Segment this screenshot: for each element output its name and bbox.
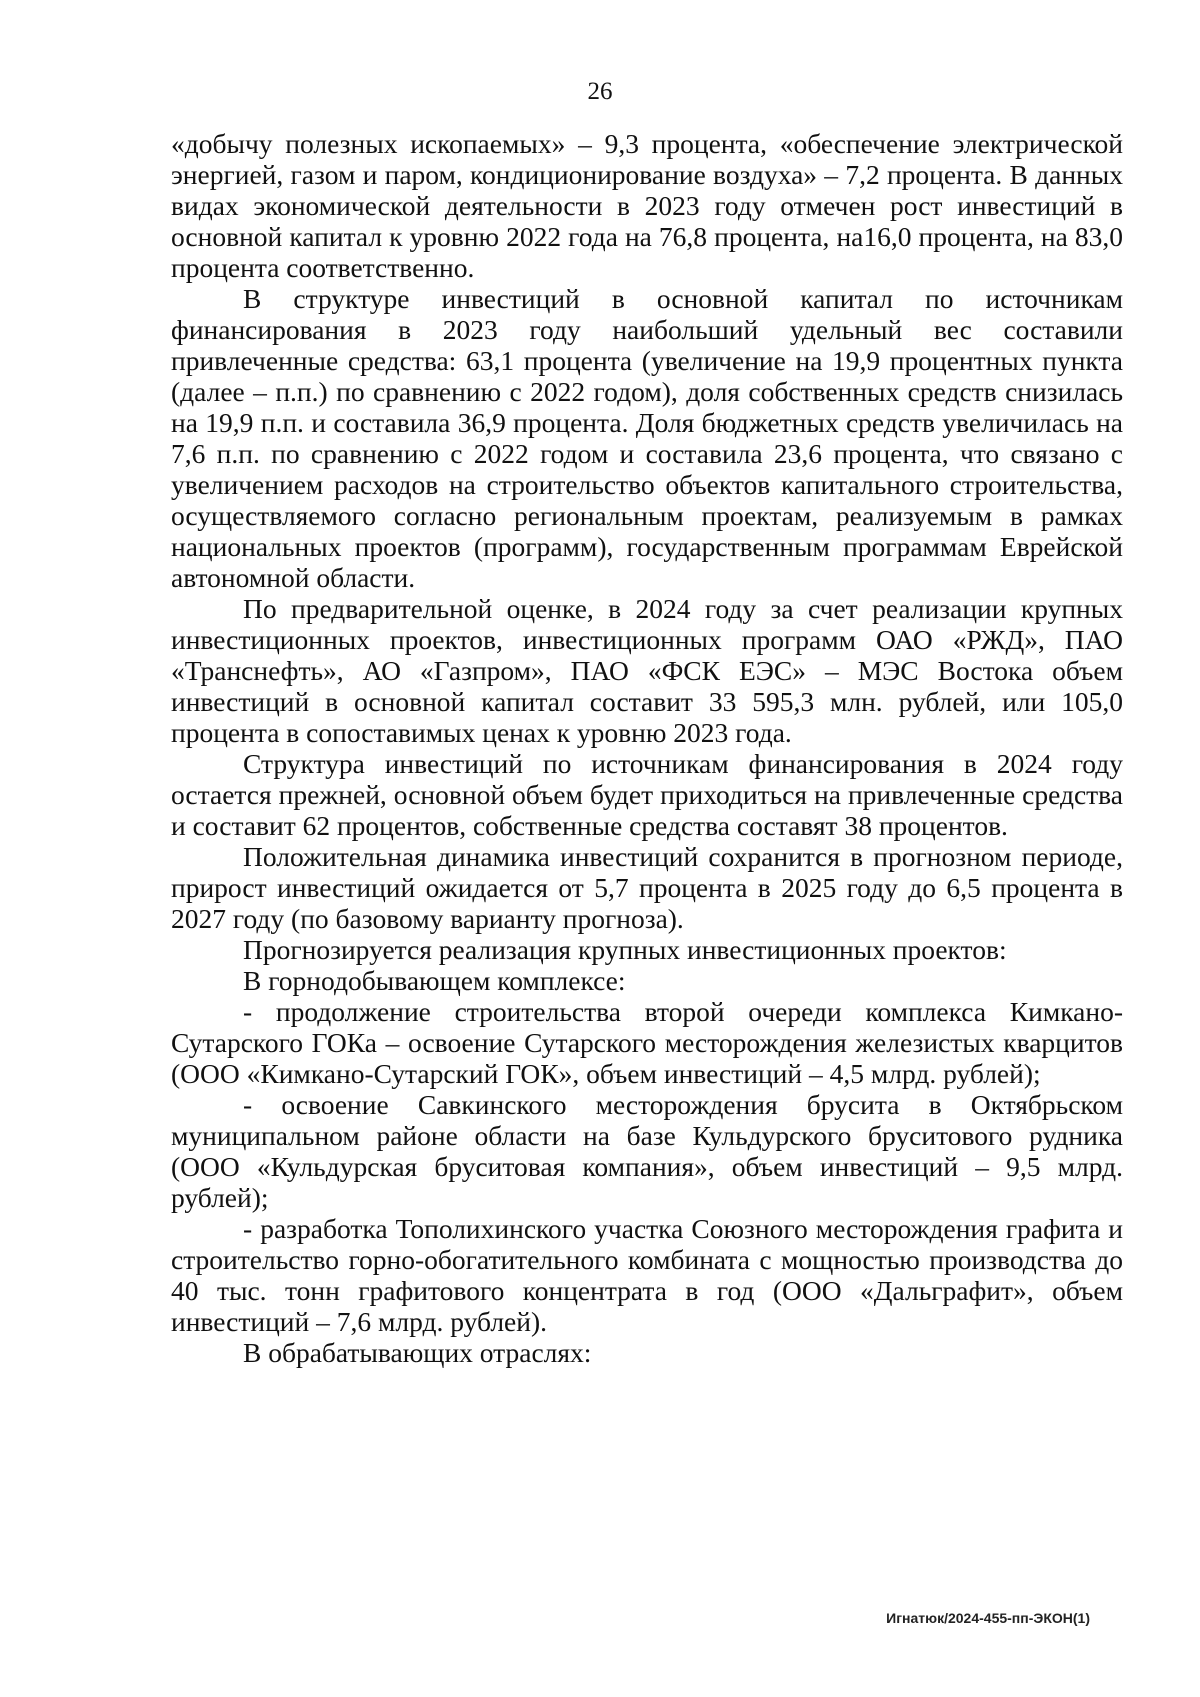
document-code-footer: Игнатюк/2024-455-пп-ЭКОН(1) [886, 1610, 1090, 1626]
paragraph: «добычу полезных ископаемых» – 9,3 процента, «обеспечение электрической энергией, газом и паром, кондиционирование воздуха» – 7,2 процента. В данных видах экономической деятельности в 2023 году отмечен рост инвестиций в основной капитал к уровню 2022 года на 76,8 процента, на16,0 процента, на 83,0 процента соответственно. [171, 128, 1123, 283]
paragraph: Положительная динамика инвестиций сохранится в прогнозном периоде, прирост инвестиций ожидается от 5,7 процента в 2025 году до 6,5 процента в 2027 году (по базовому варианту прогноза). [171, 841, 1123, 934]
paragraph: В горнодобывающем комплексе: [243, 965, 626, 996]
body-text [171, 128, 1123, 1368]
list-item: - освоение Савкинского месторождения брусита в Октябрьском муниципальном районе области на базе Кульдурского бруситового рудника (ООО «Кульдурская бруситовая компания», объем инвестиций – 9,5 млрд. рублей); [171, 1089, 1123, 1213]
paragraph: В структуре инвестиций в основной капитал по источникам финансирования в 2023 году наибольший удельный вес составили привлеченные средства: 63,1 процента (увеличение на 19,9 процентных пункта (далее – п.п.) по сравнению с 2022 годом), доля собственных средств снизилась на 19,9 п.п. и составила 36,9 процента. Доля бюджетных средств увеличилась на 7,6 п.п. по сравнению с 2022 годом и составила 23,6 процента, что связано с увеличением расходов на строительство объектов капитального строительства, осуществляемого согласно региональным проектам, реализуемым в рамках национальных проектов (программ), государственным программам Еврейской автономной области. [171, 283, 1123, 593]
paragraph: Прогнозируется реализация крупных инвестиционных проектов: [243, 934, 1007, 965]
page-number: 26 [587, 78, 613, 105]
paragraph: В обрабатывающих отраслях: [243, 1337, 592, 1368]
paragraph: По предварительной оценке, в 2024 году за счет реализации крупных инвестиционных проектов, инвестиционных программ ОАО «РЖД», ПАО «Транснефть», АО «Газпром», ПАО «ФСК ЕЭС» – МЭС Востока объем инвестиций в основной капитал составит 33 595,3 млн. рублей, или 105,0 процента в сопоставимых ценах к уровню 2023 года. [171, 593, 1123, 748]
list-item: - продолжение строительства второй очереди комплекса Кимкано-Сутарского ГОКа – освоение Сутарского месторождения железистых кварцитов (ООО «Кимкано-Сутарский ГОК», объем инвестиций – 4,5 млрд. рублей); [171, 996, 1123, 1089]
list-item: - разработка Тополихинского участка Союзного месторождения графита и строительство горно-обогатительного комбината с мощностью производства до 40 тыс. тонн графитового концентрата в год (ООО «Дальграфит», объем инвестиций – 7,6 млрд. рублей). [171, 1213, 1123, 1337]
paragraph: Структура инвестиций по источникам финансирования в 2024 году остается прежней, основной объем будет приходиться на привлеченные средства и составит 62 процентов, собственные средства составят 38 процентов. [171, 748, 1123, 841]
